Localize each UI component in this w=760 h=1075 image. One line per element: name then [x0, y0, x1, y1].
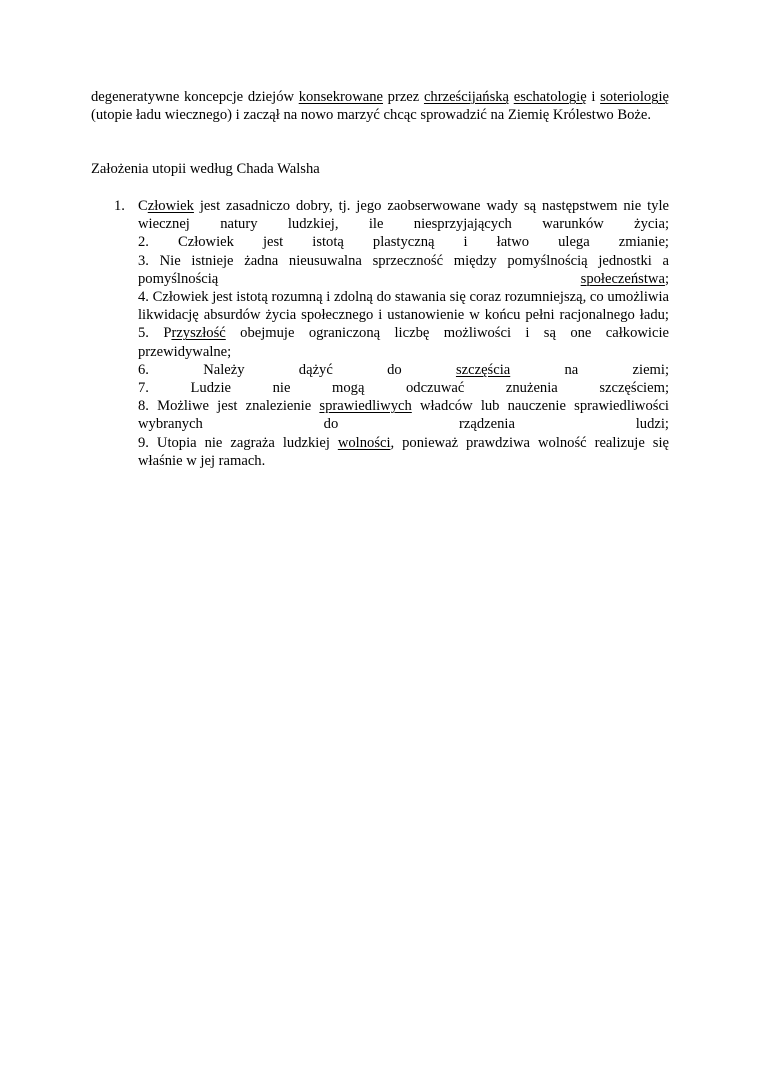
list-item-1-text-b: jest zasadniczo dobry, tj. jego zaobserwowane wady są następstwem nie tyle wiecznej natury ludzkiej, ile niesprzyjających warunków życia; [138, 198, 669, 233]
list-item-9 [91, 434, 669, 470]
intro-paragraph [91, 88, 669, 124]
link-szczescia[interactable]: szczęścia [455, 361, 511, 378]
list-item-3 [91, 252, 669, 288]
list-item-8-text-a: 8. Możliwe jest znalezienie [138, 398, 320, 415]
list-item-7-text: 7. Ludzie nie mogą odczuwać znużenia szczęściem; [138, 380, 669, 397]
list-item-5 [91, 324, 669, 360]
list-item-6-text-b: na ziemi; [510, 361, 670, 378]
link-spoleczenstwa[interactable]: społeczeństwa [580, 270, 665, 287]
list-marker-1: 1. [114, 198, 125, 214]
list-item-3-text-b: ; [664, 270, 669, 287]
list-item-7 [91, 379, 669, 397]
list-item-1 [91, 197, 669, 233]
intro-text-5: (utopie ładu wiecznego) i zaczął na nowo marzyć chcąc sprowadzić na Ziemię Królestwo Boże. [91, 107, 651, 124]
list-item-9-text-a: 9. Utopia nie zagraża ludzkiej [138, 434, 338, 451]
list-item-9-text-b: , ponieważ prawdziwa wolność realizuje się właśnie w jej ramach. [138, 434, 669, 469]
list-item-6 [91, 361, 669, 379]
link-czlowiek[interactable]: złowiek [147, 198, 194, 214]
link-eschatologie[interactable]: eschatologię [513, 89, 587, 105]
list-item-5-text-b: obejmuje ograniczoną liczbę możliwości i są one całkowicie przewidywalne; [138, 325, 669, 360]
section-heading: Założenia utopii według Chada Walsha [91, 161, 320, 177]
intro-text-1: degeneratywne koncepcje dziejów [91, 89, 299, 105]
link-sprawiedliwych[interactable]: sprawiedliwych [319, 398, 412, 415]
list-item-4-text: 4. Człowiek jest istotą rozumną i zdolną do stawania się coraz rozumniejszą, co umożliwia likwidację absurdów życia społecznego i ustanowienie w końcu pełni racjonalnego ładu; [138, 289, 669, 324]
intro-text-4: i [586, 89, 601, 105]
intro-text-2: przez [383, 89, 424, 105]
link-wolnosci[interactable]: wolności [337, 434, 391, 451]
list-item-6-text-a: 6. Należy dążyć do [138, 361, 456, 378]
list-item-4 [91, 288, 669, 324]
list-item-3-text-a: 3. Nie istnieje żadna nieusuwalna sprzeczność między pomyślnością jednostki a pomyślnością [138, 252, 669, 287]
link-chrzescijanska[interactable]: chrześcijańską [423, 89, 510, 105]
link-przyszlosc[interactable]: rzyszłość [171, 325, 226, 342]
list-item-8 [91, 397, 669, 433]
list-item-5-text-a: 5. P [138, 325, 172, 342]
list-item-2 [91, 233, 669, 251]
list-item-8-text-b: władców lub nauczenie sprawiedliwości wybranych do rządzenia ludzi; [138, 398, 669, 433]
list-item-2-text: 2. Człowiek jest istotą plastyczną i łatwo ulega zmianie; [138, 234, 669, 251]
assumptions-list [91, 197, 669, 470]
list-item-1-text-a: C [138, 198, 148, 214]
link-konsekrowane[interactable]: konsekrowane [298, 89, 383, 105]
link-soteriologie[interactable]: soteriologię [600, 89, 669, 105]
